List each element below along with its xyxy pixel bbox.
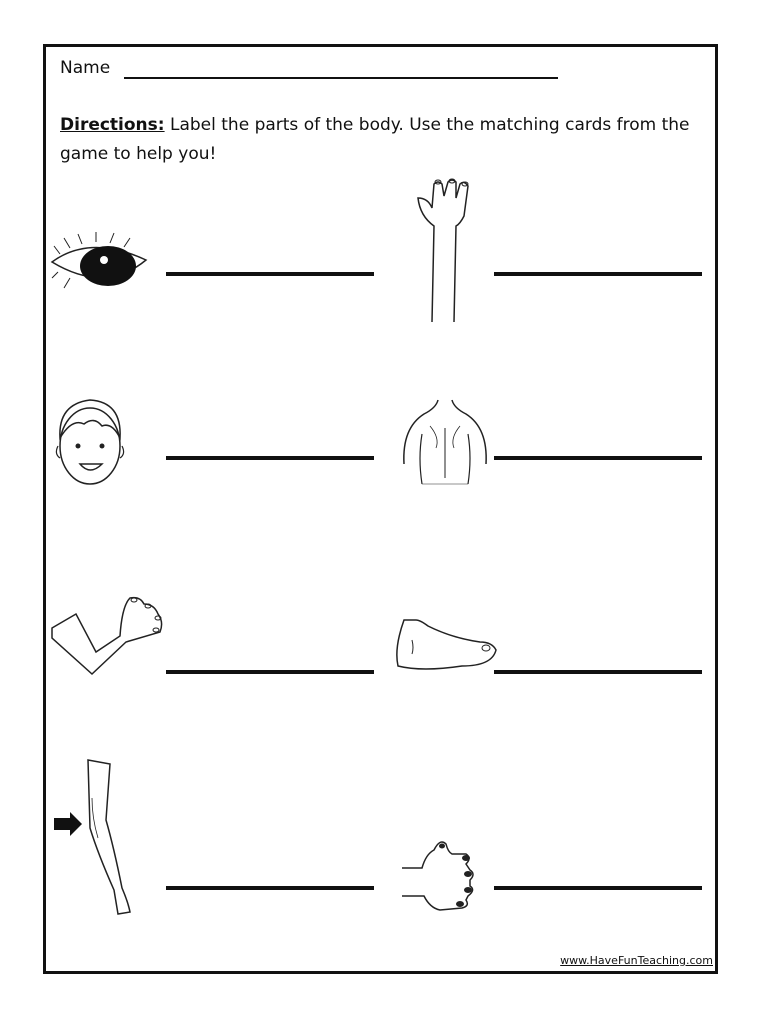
answer-line-5[interactable]: [166, 670, 374, 674]
directions-text: Label the parts of the body. Use the matching cards from the game to help you!: [60, 115, 690, 164]
head-icon: [54, 394, 126, 490]
elbow-icon: [50, 592, 166, 676]
answer-line-2[interactable]: [494, 272, 702, 276]
knee-icon: [52, 758, 136, 918]
arm-icon: [410, 176, 476, 322]
foot-icon: [392, 618, 498, 672]
answer-line-1[interactable]: [166, 272, 374, 276]
answer-line-4[interactable]: [494, 456, 702, 460]
hand-icon: [400, 834, 476, 914]
answer-line-8[interactable]: [494, 886, 702, 890]
back-icon: [400, 398, 490, 486]
answer-line-7[interactable]: [166, 886, 374, 890]
footer-url[interactable]: www.HaveFunTeaching.com: [560, 954, 713, 967]
directions: [60, 111, 700, 169]
directions-label: Directions:: [60, 115, 165, 135]
name-blank-line[interactable]: [124, 77, 558, 79]
name-label: Name: [60, 58, 111, 78]
eye-icon: [50, 232, 150, 298]
answer-line-3[interactable]: [166, 456, 374, 460]
worksheet-border: [43, 44, 718, 974]
answer-line-6[interactable]: [494, 670, 702, 674]
